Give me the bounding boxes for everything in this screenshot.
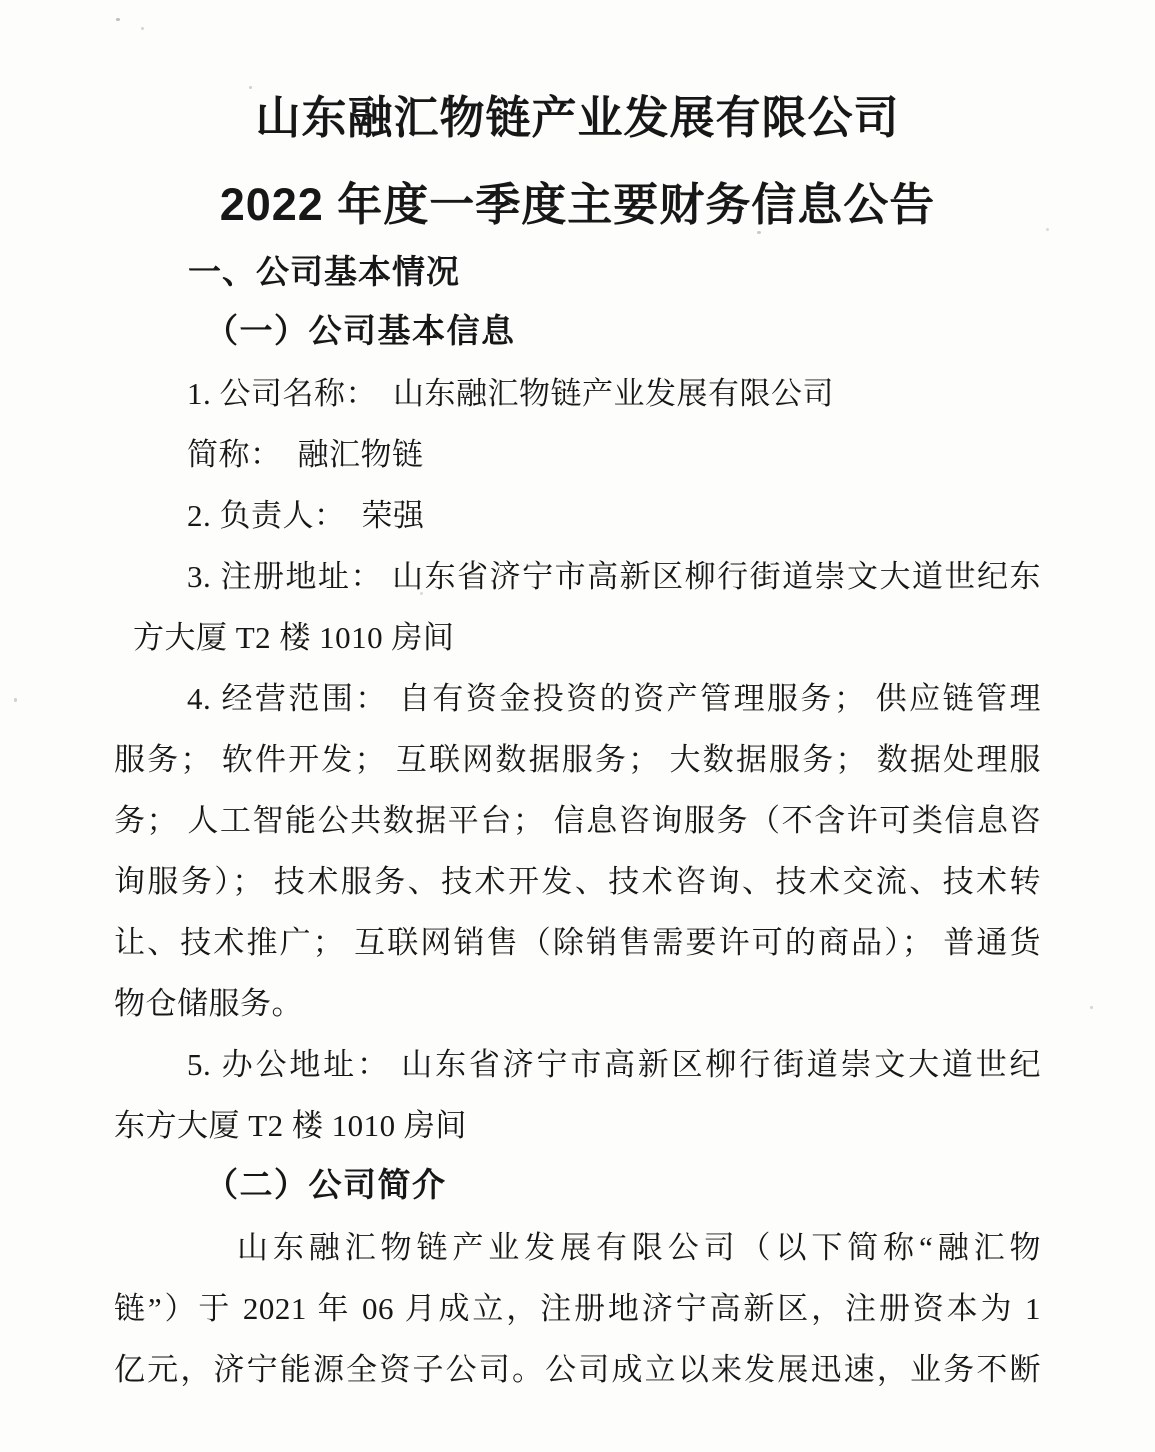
body-line-registered-address-1: 3. 注册地址： 山东省济宁市高新区柳行街道崇文大道世纪东	[187, 559, 1041, 594]
body-line-business-scope-6: 物仓储服务。	[114, 986, 303, 1021]
body-line-business-scope-1: 4. 经营范围： 自有资金投资的资产管理服务； 供应链管理	[187, 681, 1041, 716]
body-line-business-scope-4: 询服务）； 技术服务、技术开发、技术咨询、技术交流、技术转	[114, 864, 1041, 899]
scan-speck	[1090, 1006, 1093, 1009]
body-line-business-scope-3: 务； 人工智能公共数据平台； 信息咨询服务（不含许可类信息咨	[114, 803, 1041, 838]
section-heading-company-basic-situation: 一、公司基本情况	[188, 253, 460, 290]
body-line-principal: 2. 负责人： 荣强	[187, 498, 425, 533]
subsection-heading-company-profile: （二）公司简介	[205, 1168, 447, 1204]
document-subtitle: 2022 年度一季度主要财务信息公告	[219, 179, 936, 230]
body-line-profile-2: 链”）于 2021 年 06 月成立，注册地济宁高新区，注册资本为 1	[114, 1291, 1041, 1326]
body-line-business-scope-5: 让、技术推广； 互联网销售（除销售需要许可的商品）； 普通货	[114, 925, 1041, 960]
body-line-company-name: 1. 公司名称： 山东融汇物链产业发展有限公司	[187, 376, 834, 411]
scan-speck	[14, 698, 17, 702]
subsection-heading-company-basic-info: （一）公司基本信息	[205, 314, 516, 350]
body-line-office-address-2: 东方大厦 T2 楼 1010 房间	[114, 1108, 467, 1143]
body-line-registered-address-2: 方大厦 T2 楼 1010 房间	[133, 620, 455, 655]
body-line-business-scope-2: 服务； 软件开发； 互联网数据服务； 大数据服务； 数据处理服	[114, 742, 1041, 777]
body-line-short-name: 简称： 融汇物链	[187, 437, 424, 472]
document-body	[114, 241, 1041, 1400]
document-content	[114, 0, 1041, 1400]
body-line-profile-3: 亿元，济宁能源全资子公司。公司成立以来发展迅速，业务不断	[114, 1352, 1041, 1387]
scan-speck	[1046, 228, 1049, 231]
document-title: 山东融汇物链产业发展有限公司	[255, 92, 900, 143]
body-line-profile-1: 山东融汇物链产业发展有限公司（以下简称“融汇物	[237, 1230, 1041, 1265]
body-line-office-address-1: 5. 办公地址： 山东省济宁市高新区柳行街道崇文大道世纪	[187, 1047, 1041, 1082]
